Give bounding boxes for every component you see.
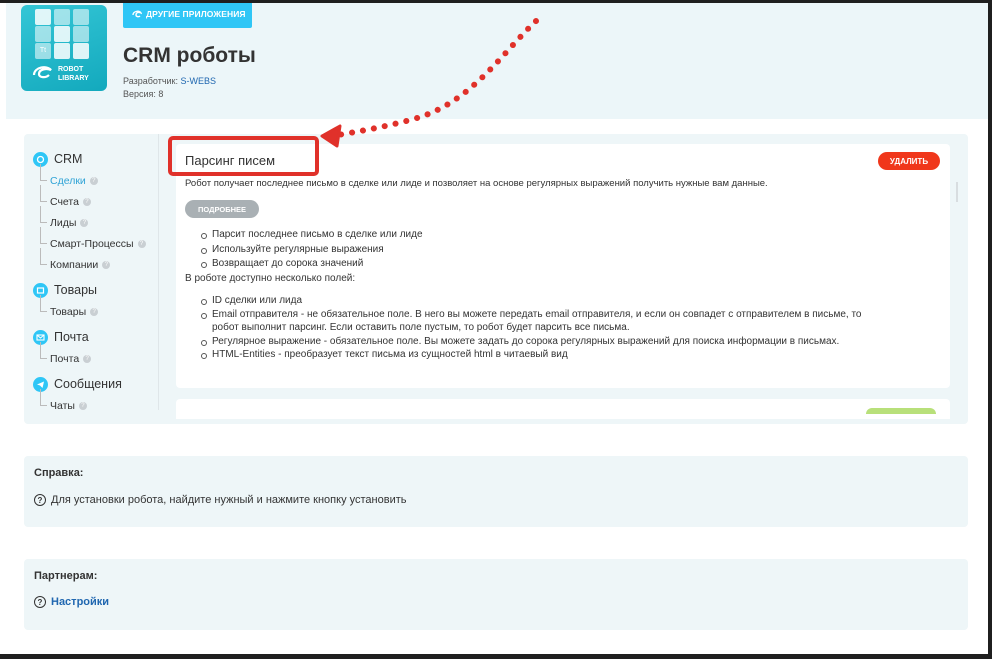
install-button[interactable] <box>866 408 936 414</box>
scrollbar[interactable] <box>956 182 958 202</box>
help-icon[interactable]: ? <box>138 240 146 248</box>
sidebar-item-mail[interactable]: Почта ? <box>33 348 158 369</box>
feature-list <box>212 228 423 272</box>
settings-link[interactable]: Настройки <box>51 596 110 608</box>
list-item: Email отправителя - не обязательное поле. В него вы можете передать email отправителя, и если он совпадет с отправителем в письме, то робот выполнит парсинг. Если оставить поле пустым, то робот будет парсить все письма. <box>212 308 872 335</box>
fields-intro: В роботе доступно несколько полей: <box>185 273 356 284</box>
partners-title: Партнерам: <box>34 570 98 582</box>
sidebar-group-mail[interactable]: Почта <box>33 326 158 348</box>
sidebar-item-chats[interactable]: Чаты ? <box>33 395 158 410</box>
help-title: Справка: <box>34 467 84 479</box>
version-label: Версия: 8 <box>123 89 164 99</box>
sidebar-item-products[interactable]: Товары ? <box>33 301 158 322</box>
apps-icon <box>132 9 142 19</box>
list-item: Возвращает до сорока значений <box>212 257 423 272</box>
help-icon[interactable]: ? <box>79 402 87 410</box>
logo-text: ROBOT LIBRARY <box>58 66 89 82</box>
robot-card <box>176 144 950 388</box>
app-meta: Разработчик: S-WEBS Версия: 8 <box>123 76 217 99</box>
sidebar-group-messages[interactable]: Сообщения <box>33 373 158 395</box>
delete-button[interactable]: УДАЛИТЬ <box>878 152 940 170</box>
help-icon[interactable]: ? <box>90 308 98 316</box>
app-logo: Tt ROBOT LIBRARY <box>21 5 107 91</box>
sidebar-item-smart-processes[interactable]: Смарт-Процессы ? <box>33 233 158 254</box>
sidebar-divider <box>158 134 159 410</box>
robot-card-next <box>176 399 950 419</box>
robot-description: Робот получает последнее письмо в сделке или лиде и позволяет на основе регулярных выражений получить нужные вам данные. <box>185 178 768 189</box>
help-panel <box>24 456 968 527</box>
sidebar-item-leads[interactable]: Лиды ? <box>33 212 158 233</box>
partners-panel <box>24 559 968 630</box>
fields-list <box>212 294 872 362</box>
question-icon: ? <box>34 596 46 608</box>
page <box>0 3 988 654</box>
app-header <box>6 3 988 119</box>
app-title: CRM роботы <box>123 44 256 67</box>
list-item: Парсит последнее письмо в сделке или лиде <box>212 228 423 243</box>
bottom-bar <box>0 654 992 659</box>
developer-link[interactable]: S-WEBS <box>180 76 217 86</box>
other-apps-button[interactable]: ДРУГИЕ ПРИЛОЖЕНИЯ <box>123 3 252 28</box>
help-icon[interactable]: ? <box>90 177 98 185</box>
help-icon[interactable]: ? <box>83 355 91 363</box>
list-item: Используйте регулярные выражения <box>212 243 423 258</box>
swirl-icon <box>31 63 55 81</box>
list-item: HTML-Entities - преобразует текст письма из сущностей html в читаевый вид <box>212 348 872 362</box>
sidebar-item-companies[interactable]: Компании ? <box>33 254 158 275</box>
sidebar-group-crm[interactable]: CRM <box>33 148 158 170</box>
partners-row[interactable] <box>34 596 109 608</box>
help-icon[interactable]: ? <box>80 219 88 227</box>
list-item: ID сделки или лида <box>212 294 872 308</box>
robots-panel <box>24 134 968 424</box>
sidebar-item-invoices[interactable]: Счета ? <box>33 191 158 212</box>
help-icon[interactable]: ? <box>102 261 110 269</box>
help-row: ? Для установки робота, найдите нужный и нажмите кнопку установить <box>34 494 406 506</box>
question-icon: ? <box>34 494 46 506</box>
list-item: Регулярное выражение - обязательное поле. Вы можете задать до сорока регулярных выражений для поиска информации в письмах. <box>212 335 872 349</box>
sidebar <box>33 148 158 410</box>
sidebar-item-deals[interactable]: Сделки ? <box>33 170 158 191</box>
robot-title: Парсинг писем <box>185 153 276 168</box>
help-icon[interactable]: ? <box>83 198 91 206</box>
more-button[interactable]: ПОДРОБНЕЕ <box>185 200 259 218</box>
sidebar-group-products[interactable]: Товары <box>33 279 158 301</box>
